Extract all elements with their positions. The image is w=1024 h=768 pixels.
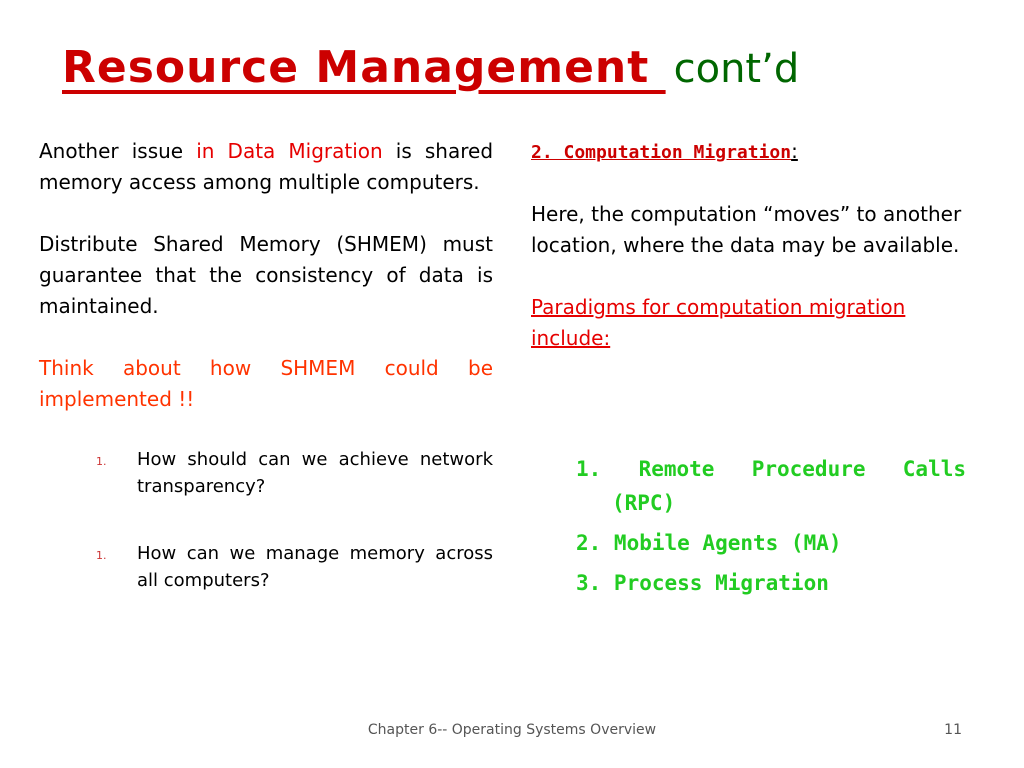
p1-highlight: in Data Migration [196,139,383,163]
right-heading [531,136,971,168]
p1-part-c: is shared memory access among multiple computers. [39,139,494,194]
left-column [39,136,528,634]
item-text: How should can we achieve network transparency? [137,449,516,497]
paradigm-item-process: 3. Process Migration [576,571,829,595]
page-number: 11 [944,722,962,738]
numbered-item [96,540,528,594]
item-text: How can we manage memory across all computers? [137,543,528,591]
slide-title [62,38,799,107]
paradigm-item-ma: 2. Mobile Agents (MA) [576,531,842,555]
paradigm-item-rpc: 1. Remote Procedure Calls (RPC) [576,457,966,515]
p1-part-a: Another issue [39,139,197,163]
footer-text: Chapter 6-- Operating Systems Overview [367,722,657,738]
heading-colon: : [791,139,798,163]
right-column [531,136,971,385]
computation-migration-heading: 2. Computation Migration [531,142,792,163]
numbered-item [96,446,516,500]
left-paragraph-1 [39,136,493,198]
right-paragraph-1: Here, the computation “moves” to another location, where the data may be available. [531,202,962,257]
item-number: 1. [96,455,107,468]
left-paragraph-2: Distribute Shared Memory (SHMEM) must guarantee that the consistency of data is maintained. [39,232,493,318]
paradigms-heading: Paradigms for computation migration include: [531,295,906,350]
left-paragraph-3: Think about how SHMEM could be implemented !! [39,356,493,411]
title-suffix: cont’d [673,46,800,92]
item-number: 1. [96,549,107,562]
paradigm-list [576,452,966,606]
title-main: Resource Management [62,42,666,93]
